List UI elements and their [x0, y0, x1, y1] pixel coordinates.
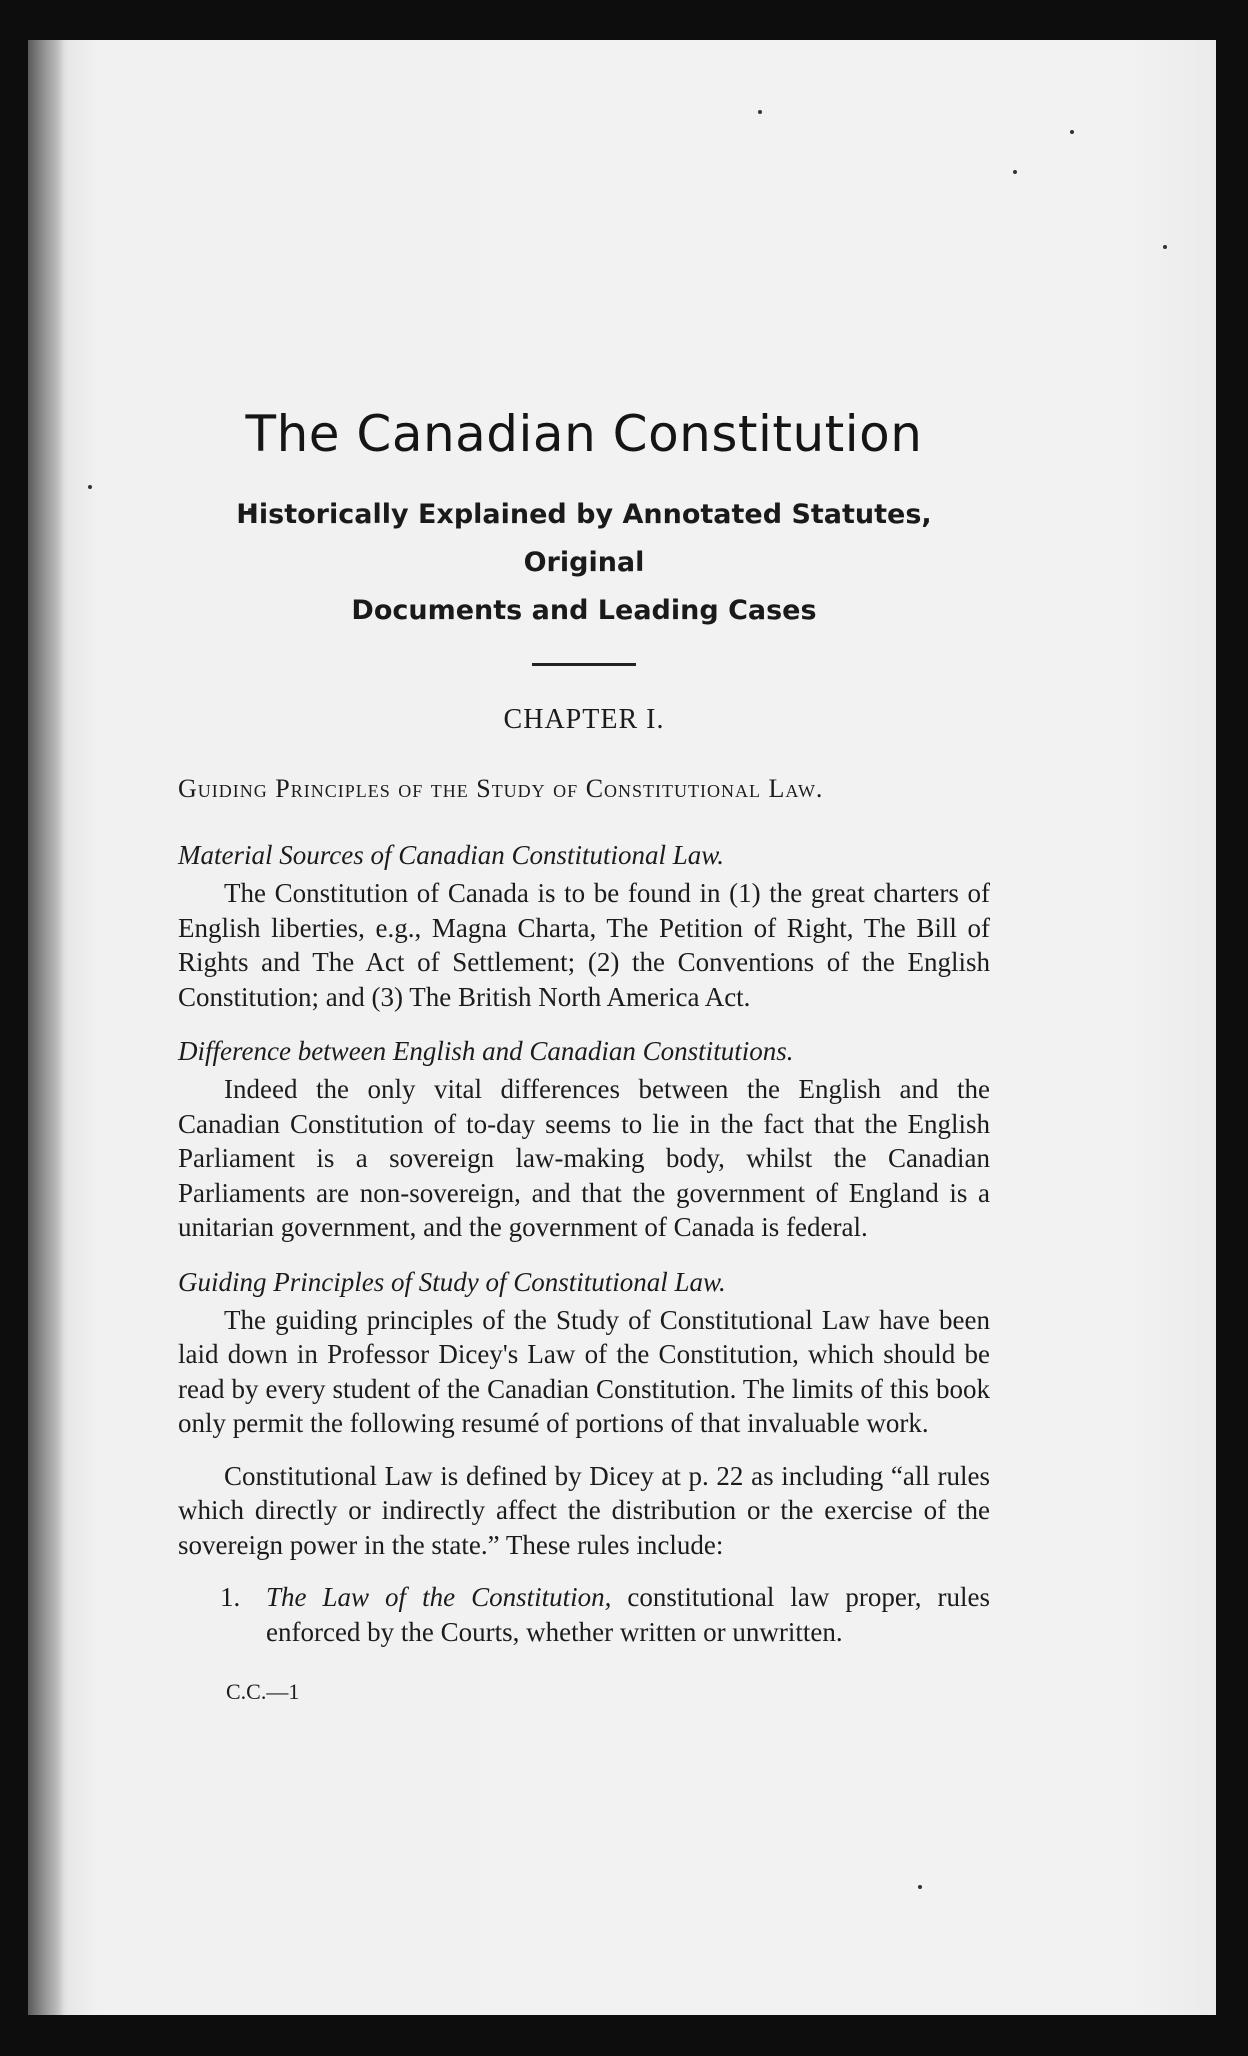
list-item-law-of-constitution [178, 1580, 990, 1649]
printer-signature-mark: C.C.—1 [226, 1679, 300, 1704]
section-heading-guiding-principles: Guiding Principles of Study of Constitutional Law. [178, 1266, 726, 1297]
list-item-number: 1. [220, 1582, 241, 1612]
page-content [178, 405, 990, 1705]
paragraph-difference: Indeed the only vital differences between the English and the Canadian Constitution of to-day seems to lie in the fact that the English Parliament is a sovereign law-making body, whilst the Canadian Parliaments are non-sovereign, and that the government of England is a unitarian government, and the government of Canada is federal. [178, 1074, 990, 1242]
paragraph-material-sources: The Constitution of Canada is to be found in (1) the great charters of English liberties, e.g., Magna Charta, The Petition of Right, The Bill of Rights and The Act of Settlement; (2) the Conventions of the English Constitution; and (3) The British North America Act. [178, 878, 990, 1012]
scan-speck [1013, 170, 1017, 174]
list-item-text: constitutional law proper, rules enforced by the Courts, whether written or unwritten. [266, 1582, 990, 1647]
scan-speck [1070, 130, 1074, 134]
scan-speck [758, 110, 762, 114]
scan-speck [1163, 245, 1167, 249]
scanned-page [28, 40, 1216, 2015]
book-subtitle-line-1: Historically Explained by Annotated Statutes, Original [236, 499, 932, 578]
paragraph-guiding-principles: The guiding principles of the Study of Constitutional Law have been laid down in Professor Dicey's Law of the Constitution, which should be read by every student of the Canadian Constitution. The limits of this book only permit the following resumé of portions of that invaluable work. [178, 1304, 990, 1438]
list-item-lead: The Law of the Constitution, [266, 1582, 612, 1612]
book-title: The Canadian Constitution [245, 405, 923, 463]
scan-speck [918, 1885, 922, 1889]
page-spine-shadow [28, 40, 64, 2015]
book-subtitle-line-2: Documents and Leading Cases [351, 595, 817, 626]
chapter-heading: CHAPTER I. [503, 704, 665, 735]
title-divider [532, 663, 636, 666]
section-heading-difference: Difference between English and Canadian Constitutions. [178, 1036, 794, 1066]
section-heading-material-sources: Material Sources of Canadian Constitutional Law. [178, 840, 725, 870]
chapter-subtitle: Guiding Principles of the Study of Constitutional Law. [178, 774, 824, 803]
paragraph-definition: Constitutional Law is defined by Dicey at p. 22 as including “all rules which directly or indirectly affect the distribution or the exercise of the sovereign power in the state.” These rules include: [178, 1460, 990, 1560]
scan-speck [88, 485, 92, 489]
